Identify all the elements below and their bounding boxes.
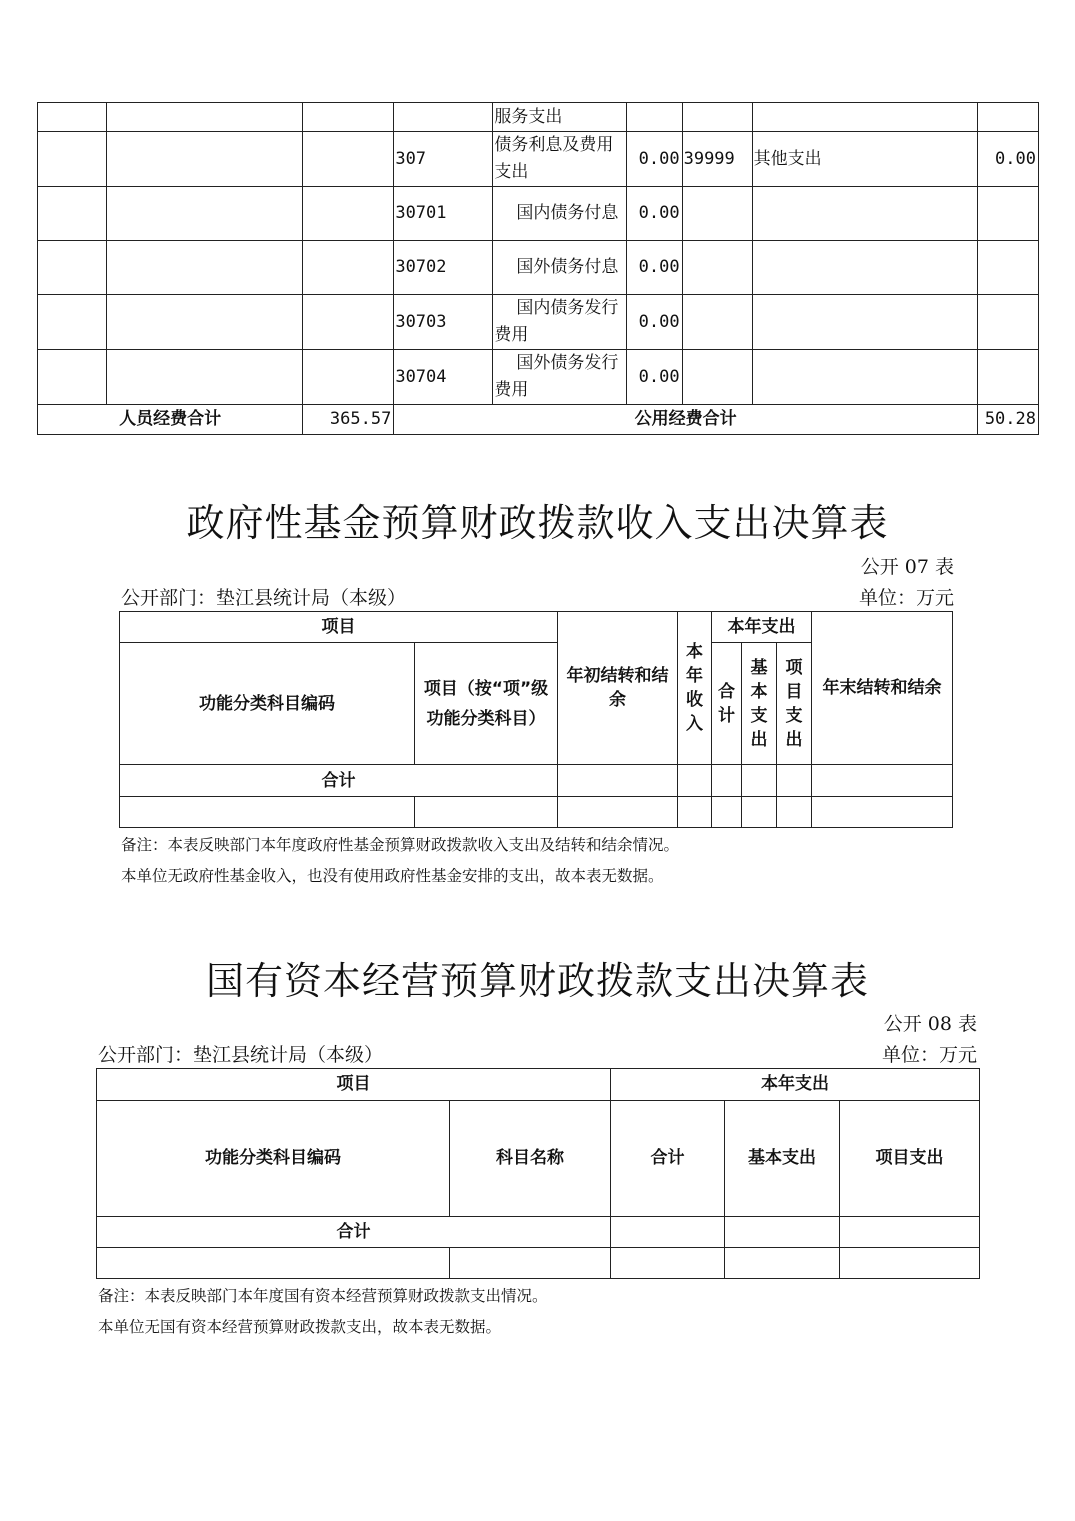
header-expense: 本年支出	[611, 1069, 980, 1101]
table-cell: 30701	[394, 187, 493, 241]
header-row	[97, 1069, 980, 1101]
table-cell	[812, 765, 953, 797]
table-cell	[626, 103, 682, 132]
table-cell	[977, 350, 1038, 405]
table-cell: 债务利息及费用支出	[493, 132, 626, 187]
table-cell: 0.00	[626, 350, 682, 405]
table-cell	[977, 295, 1038, 350]
table-cell	[840, 1248, 980, 1279]
table-cell	[107, 103, 303, 132]
table-cell: 0.00	[626, 187, 682, 241]
table-cell	[977, 103, 1038, 132]
government-fund-table	[119, 611, 953, 828]
table-cell	[777, 797, 812, 828]
table-cell	[725, 1248, 840, 1279]
table-cell	[678, 797, 712, 828]
table-cell	[107, 241, 303, 295]
table-cell: 0.00	[977, 132, 1038, 187]
table-cell	[97, 1248, 450, 1279]
table-cell	[840, 1217, 980, 1248]
header-expense: 本年支出	[712, 612, 812, 643]
table-cell	[977, 241, 1038, 295]
header-code: 功能分类科目编码	[97, 1101, 450, 1217]
table-cell	[38, 241, 107, 295]
table-cell	[303, 187, 394, 241]
header-begin-balance-text: 年初结转和结余	[566, 666, 669, 710]
table-cell	[611, 1248, 725, 1279]
total-label: 合计	[97, 1217, 611, 1248]
table-cell	[303, 350, 394, 405]
header-total	[712, 643, 742, 765]
public-total-label: 公用经费合计	[394, 405, 978, 435]
table07-department: 公开部门：垫江县统计局（本级）	[121, 587, 407, 609]
table07-title: 政府性基金预算财政拨款收入支出决算表	[186, 501, 889, 545]
table-cell: 30704	[394, 350, 493, 405]
header-code: 功能分类科目编码	[120, 643, 415, 765]
table07-note: 备注：本表反映部门本年度政府性基金预算财政拨款收入支出及结转和结余情况。	[121, 836, 680, 854]
table-cell	[558, 765, 678, 797]
table-cell	[752, 187, 977, 241]
public-total-value: 50.28	[977, 405, 1038, 435]
table-cell: 0.00	[626, 132, 682, 187]
personnel-total-label: 人员经费合计	[38, 405, 303, 435]
table-row	[38, 132, 1039, 187]
table-cell	[682, 295, 752, 350]
table-cell	[682, 241, 752, 295]
state-capital-table	[96, 1068, 980, 1279]
table-cell	[725, 1217, 840, 1248]
header-row	[120, 612, 953, 643]
table-cell	[415, 797, 558, 828]
table-cell	[682, 187, 752, 241]
table-cell: 30703	[394, 295, 493, 350]
table-cell: 0.00	[626, 241, 682, 295]
table-cell: 0.00	[626, 295, 682, 350]
table-row	[38, 187, 1039, 241]
table-cell	[682, 103, 752, 132]
table07-number: 公开 07 表	[860, 556, 954, 578]
table-cell	[120, 797, 415, 828]
table-cell	[38, 103, 107, 132]
table-cell: 国外债务付息	[493, 241, 626, 295]
table-cell	[107, 350, 303, 405]
table-cell	[812, 797, 953, 828]
table-cell	[303, 295, 394, 350]
table-cell: 39999	[682, 132, 752, 187]
table-cell	[752, 103, 977, 132]
table-cell	[752, 350, 977, 405]
table08-number: 公开 08 表	[883, 1013, 977, 1035]
table-cell	[558, 797, 678, 828]
header-item	[415, 643, 558, 765]
header-project-exp-text: 项目支出	[785, 657, 803, 750]
table08-title: 国有资本经营预算财政拨款支出决算表	[205, 959, 869, 1003]
table-cell	[977, 187, 1038, 241]
table08-note: 备注：本表反映部门本年度国有资本经营预算财政拨款支出情况。	[98, 1287, 548, 1305]
table-cell	[107, 295, 303, 350]
table08-unit: 单位：万元	[881, 1044, 977, 1066]
table-cell: 国内债务付息	[493, 187, 626, 241]
table-cell	[752, 295, 977, 350]
table-row	[120, 797, 953, 828]
header-project: 项目	[97, 1069, 611, 1101]
table-cell	[38, 350, 107, 405]
table-cell	[712, 765, 742, 797]
header-begin-balance	[558, 612, 678, 765]
table-cell	[611, 1217, 725, 1248]
table-cell	[38, 187, 107, 241]
table-cell	[303, 132, 394, 187]
table-cell	[107, 132, 303, 187]
header-basic-text: 基本支出	[750, 657, 768, 750]
table-cell	[303, 241, 394, 295]
table-row	[38, 103, 1039, 132]
header-total: 合计	[611, 1101, 725, 1217]
header-item-text: 项目（按“项”级功能分类科目）	[423, 678, 549, 729]
table-cell	[38, 295, 107, 350]
table-row	[38, 241, 1039, 295]
table-cell	[712, 797, 742, 828]
table08-note-2: 本单位无国有资本经营预算财政拨款支出，故本表无数据。	[98, 1318, 502, 1336]
table07-unit: 单位：万元	[858, 587, 954, 609]
table-cell: 国内债务发行费用	[493, 295, 626, 350]
expense-detail-table	[37, 102, 1039, 435]
table-row	[38, 295, 1039, 350]
table-cell: 服务支出	[493, 103, 626, 132]
header-row	[97, 1101, 980, 1217]
total-row	[120, 765, 953, 797]
total-label: 合计	[120, 765, 558, 797]
table-cell: 30702	[394, 241, 493, 295]
table-cell: 其他支出	[752, 132, 977, 187]
table-cell	[107, 187, 303, 241]
table-cell	[742, 797, 777, 828]
header-project-exp: 项目支出	[840, 1101, 980, 1217]
table08-department: 公开部门：垫江县统计局（本级）	[98, 1044, 384, 1066]
header-end-balance	[812, 612, 953, 765]
total-row	[97, 1217, 980, 1248]
table07-note-2: 本单位无政府性基金收入，也没有使用政府性基金安排的支出，故本表无数据。	[121, 867, 664, 885]
table-cell	[777, 765, 812, 797]
personnel-total-value: 365.57	[303, 405, 394, 435]
table-cell: 307	[394, 132, 493, 187]
table-cell	[303, 103, 394, 132]
table-cell: 国外债务发行费用	[493, 350, 626, 405]
table-cell	[38, 132, 107, 187]
table-row	[38, 350, 1039, 405]
header-basic: 基本支出	[725, 1101, 840, 1217]
header-total-text: 合计	[718, 681, 735, 726]
header-income-text: 本年收入	[686, 642, 703, 734]
table-cell	[450, 1248, 611, 1279]
total-row	[38, 405, 1039, 435]
table-row	[97, 1248, 980, 1279]
header-basic	[742, 643, 777, 765]
table-cell	[678, 765, 712, 797]
header-income	[678, 612, 712, 765]
table-cell	[394, 103, 493, 132]
table-cell	[742, 765, 777, 797]
table-cell	[682, 350, 752, 405]
header-project: 项目	[120, 612, 558, 643]
table-cell	[752, 241, 977, 295]
header-name: 科目名称	[450, 1101, 611, 1217]
header-project-exp	[777, 643, 812, 765]
header-end-balance-text: 年末结转和结余	[822, 678, 942, 698]
